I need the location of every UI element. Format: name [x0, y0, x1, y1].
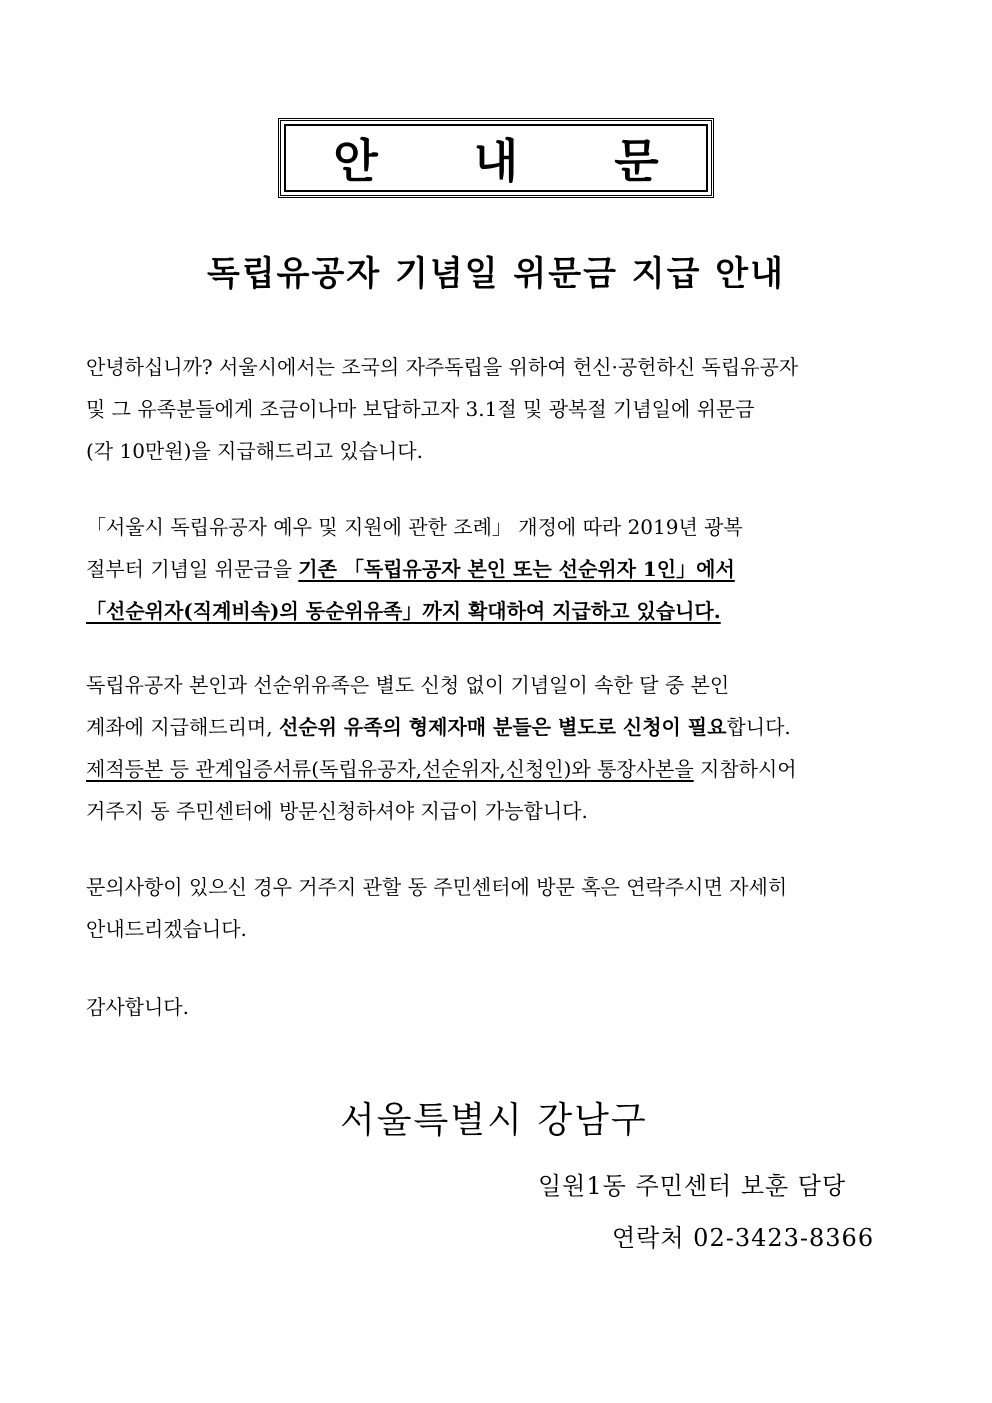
paragraph-line: 「서울시 독립유공자 예우 및 지원에 관한 조례」 개정에 따라 2019년 광복 [86, 515, 743, 539]
paragraph-line: 안내드리겠습니다. [86, 917, 247, 941]
paragraph-text: 지참하시어 [693, 757, 797, 781]
title-box [278, 118, 714, 198]
underlined-text: 제적등본 등 관계입증서류(독립유공자,선순위자,신청인)와 통장사본을 [86, 757, 694, 781]
paragraph-line: (각 10만원)을 지급해드리고 있습니다. [86, 439, 423, 463]
paragraph-line: 거주지 동 주민센터에 방문신청하셔야 지급이 가능합니다. [86, 799, 588, 823]
paragraph-line [86, 548, 906, 590]
paragraph-text: 계좌에 지급해드리며, [86, 715, 279, 739]
notice-subtitle: 독립유공자 기념일 위문금 지급 안내 [206, 254, 785, 294]
underlined-emphasis: 「선순위자(직계비속)의 동순위유족」까지 확대하여 지급하고 있습니다. [86, 599, 721, 623]
paragraph-text: 절부터 기념일 위문금을 [86, 557, 299, 581]
signature-organization: 서울특별시 강남구 [340, 1100, 648, 1141]
paragraph-line [86, 706, 906, 748]
paragraph-line [86, 748, 906, 790]
paragraph-inquiry [86, 866, 906, 950]
paragraph-ordinance [86, 506, 906, 632]
paragraph-greeting [86, 346, 906, 472]
paragraph-line: 문의사항이 있으신 경우 거주지 관할 동 주민센터에 방문 혹은 연락주시면 자세히 [86, 875, 788, 899]
paragraph-line: 독립유공자 본인과 선순위유족은 별도 신청 없이 기념일이 속한 달 중 본인 [86, 673, 730, 697]
bold-emphasis: 선순위 유족의 형제자매 분들은 별도로 신청이 필요 [278, 715, 727, 739]
signature-department: 일원1동 주민센터 보훈 담당 [538, 1172, 847, 1200]
paragraph-line: 감사합니다. [86, 995, 189, 1019]
underlined-emphasis: 기존 「독립유공자 본인 또는 선순위자 1인」에서 [298, 557, 735, 581]
paragraph-line: 안녕하십니까? 서울시에서는 조국의 자주독립을 위하여 헌신·공헌하신 독립유공자 [86, 355, 799, 379]
paragraph-line: 및 그 유족분들에게 조금이나마 보답하고자 3.1절 및 광복절 기념일에 위문금 [86, 397, 755, 421]
paragraph-application [86, 664, 906, 832]
paragraph-line [86, 590, 906, 632]
signature-contact: 연락처 02-3423-8366 [612, 1224, 875, 1252]
page-title: 안 내 문 [333, 134, 699, 188]
paragraph-thanks [86, 986, 906, 1028]
paragraph-text: 합니다. [726, 715, 791, 739]
